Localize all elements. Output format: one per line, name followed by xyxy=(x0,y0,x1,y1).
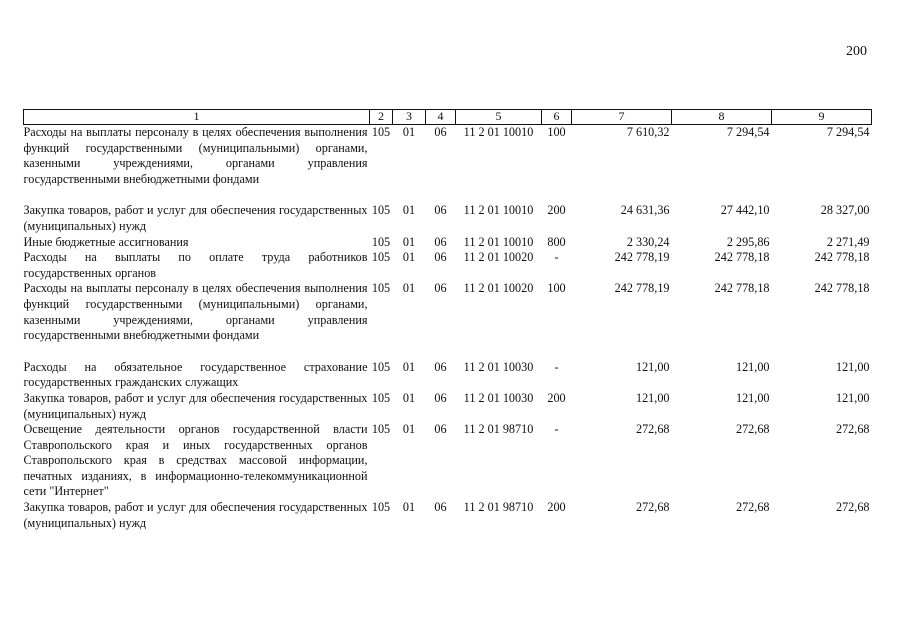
cell-amount-8: 272,68 xyxy=(735,500,770,515)
table-row xyxy=(24,250,872,281)
cell-subsection: 06 xyxy=(434,500,447,515)
table-row xyxy=(24,125,872,188)
table-row xyxy=(24,203,872,234)
table-row xyxy=(24,422,872,500)
cell-section: 01 xyxy=(402,500,416,515)
cell-expense-type: 800 xyxy=(547,234,566,249)
cell-amount-7: 121,00 xyxy=(635,359,670,374)
cell-target-article: 11 2 01 10020 xyxy=(463,281,534,296)
expense-name: Расходы на выплаты персоналу в целях обеспечения выполнения функций государственными (муниципальными) органами, казенными учреждениями, органами управления государственными внебюджетными фондами xyxy=(23,125,368,186)
cell-section: 01 xyxy=(402,281,416,296)
cell-amount-7: 2 330,24 xyxy=(626,234,670,249)
column-header: 7 xyxy=(572,110,672,125)
cell-amount-8: 121,00 xyxy=(735,359,770,374)
cell-amount-9: 242 778,18 xyxy=(814,281,870,296)
cell-amount-9: 121,00 xyxy=(835,359,870,374)
cell-amount-7: 121,00 xyxy=(635,390,670,405)
column-header: 6 xyxy=(542,110,572,125)
cell-section: 01 xyxy=(402,203,416,218)
expense-name: Иные бюджетные ассигнования xyxy=(23,234,189,249)
page-number: 200 xyxy=(846,44,867,59)
cell-amount-7: 24 631,36 xyxy=(620,203,670,218)
cell-expense-type: 200 xyxy=(547,390,566,405)
cell-section: 01 xyxy=(402,359,416,374)
cell-target-article: 11 2 01 98710 xyxy=(463,422,534,437)
cell-code: 105 xyxy=(371,422,391,437)
column-header: 4 xyxy=(426,110,456,125)
expense-name: Освещение деятельности органов государственной власти Ставропольского края и иных государственных органов Ставропольского края в средствах массовой информации, печатных изданиях, в информационно-телекоммуникационной сети "Интернет" xyxy=(23,422,368,499)
table-header xyxy=(24,110,872,125)
expense-name: Закупка товаров, работ и услуг для обеспечения государственных (муниципальных) нужд xyxy=(23,203,368,233)
expense-name: Расходы на обязательное государственное страхование государственных гражданских служащих xyxy=(23,359,368,390)
cell-amount-8: 27 442,10 xyxy=(720,203,770,218)
cell-section: 01 xyxy=(402,422,416,437)
column-header: 8 xyxy=(672,110,772,125)
cell-target-article: 11 2 01 10010 xyxy=(463,203,534,218)
cell-expense-type: 100 xyxy=(547,125,566,139)
table-row xyxy=(24,391,872,422)
expense-name: Расходы на выплаты персоналу в целях обеспечения выполнения функций государственными (муниципальными) органами, казенными учреждениями, органами управления государственными внебюджетными фондами xyxy=(23,281,368,343)
row-spacer xyxy=(24,344,872,360)
column-header: 5 xyxy=(456,110,542,125)
cell-target-article: 11 2 01 10030 xyxy=(463,390,534,405)
cell-target-article: 11 2 01 10020 xyxy=(463,250,534,265)
cell-section: 01 xyxy=(402,390,416,405)
cell-target-article: 11 2 01 10030 xyxy=(463,359,534,374)
table-row xyxy=(24,500,872,531)
cell-amount-9: 272,68 xyxy=(835,500,870,515)
cell-amount-8: 272,68 xyxy=(735,422,770,437)
cell-code: 105 xyxy=(371,125,391,139)
cell-section: 01 xyxy=(402,125,416,139)
cell-subsection: 06 xyxy=(434,359,447,374)
table-row xyxy=(24,281,872,343)
cell-target-article: 11 2 01 10010 xyxy=(463,125,534,139)
cell-subsection: 06 xyxy=(434,390,447,405)
table-row xyxy=(24,360,872,391)
cell-amount-7: 7 610,32 xyxy=(626,125,670,139)
expense-name: Закупка товаров, работ и услуг для обеспечения государственных (муниципальных) нужд xyxy=(23,390,368,421)
cell-amount-9: 7 294,54 xyxy=(826,125,870,139)
expense-name: Расходы на выплаты по оплате труда работников государственных органов xyxy=(23,250,368,280)
cell-amount-8: 2 295,86 xyxy=(726,234,770,249)
cell-subsection: 06 xyxy=(434,281,447,296)
column-header: 3 xyxy=(393,110,426,125)
cell-expense-type: 200 xyxy=(547,203,566,218)
cell-expense-type: 200 xyxy=(547,500,566,515)
cell-expense-type: - xyxy=(554,359,559,374)
cell-code: 105 xyxy=(371,390,391,405)
cell-code: 105 xyxy=(371,234,391,249)
cell-subsection: 06 xyxy=(434,422,447,437)
cell-expense-type: - xyxy=(554,422,559,437)
expense-name: Закупка товаров, работ и услуг для обеспечения государственных (муниципальных) нужд xyxy=(23,500,368,530)
cell-amount-7: 272,68 xyxy=(635,422,670,437)
column-header: 9 xyxy=(772,110,872,125)
cell-code: 105 xyxy=(371,203,391,218)
column-header: 1 xyxy=(24,110,370,125)
cell-subsection: 06 xyxy=(434,125,447,139)
cell-code: 105 xyxy=(371,500,391,515)
cell-amount-7: 272,68 xyxy=(635,500,670,515)
table-row xyxy=(24,235,872,251)
cell-amount-9: 28 327,00 xyxy=(820,203,870,218)
cell-amount-8: 242 778,18 xyxy=(714,281,770,296)
cell-subsection: 06 xyxy=(434,203,447,218)
cell-amount-9: 272,68 xyxy=(835,422,870,437)
cell-amount-7: 242 778,19 xyxy=(614,281,670,296)
cell-target-article: 11 2 01 10010 xyxy=(463,234,534,249)
cell-amount-9: 242 778,18 xyxy=(814,250,870,265)
cell-section: 01 xyxy=(402,234,416,249)
cell-code: 105 xyxy=(371,250,391,265)
cell-expense-type: - xyxy=(554,250,559,265)
cell-amount-9: 121,00 xyxy=(835,390,870,405)
budget-table xyxy=(23,109,872,531)
cell-code: 105 xyxy=(371,281,391,296)
cell-amount-8: 121,00 xyxy=(735,390,770,405)
cell-amount-8: 242 778,18 xyxy=(714,250,770,265)
cell-section: 01 xyxy=(402,250,416,265)
cell-amount-7: 242 778,19 xyxy=(614,250,670,265)
row-spacer xyxy=(24,187,872,203)
column-header: 2 xyxy=(370,110,393,125)
cell-amount-9: 2 271,49 xyxy=(826,234,870,249)
cell-target-article: 11 2 01 98710 xyxy=(463,500,534,515)
cell-expense-type: 100 xyxy=(547,281,566,296)
cell-code: 105 xyxy=(371,359,391,374)
cell-subsection: 06 xyxy=(434,234,447,249)
cell-amount-8: 7 294,54 xyxy=(726,125,770,139)
cell-subsection: 06 xyxy=(434,250,447,265)
